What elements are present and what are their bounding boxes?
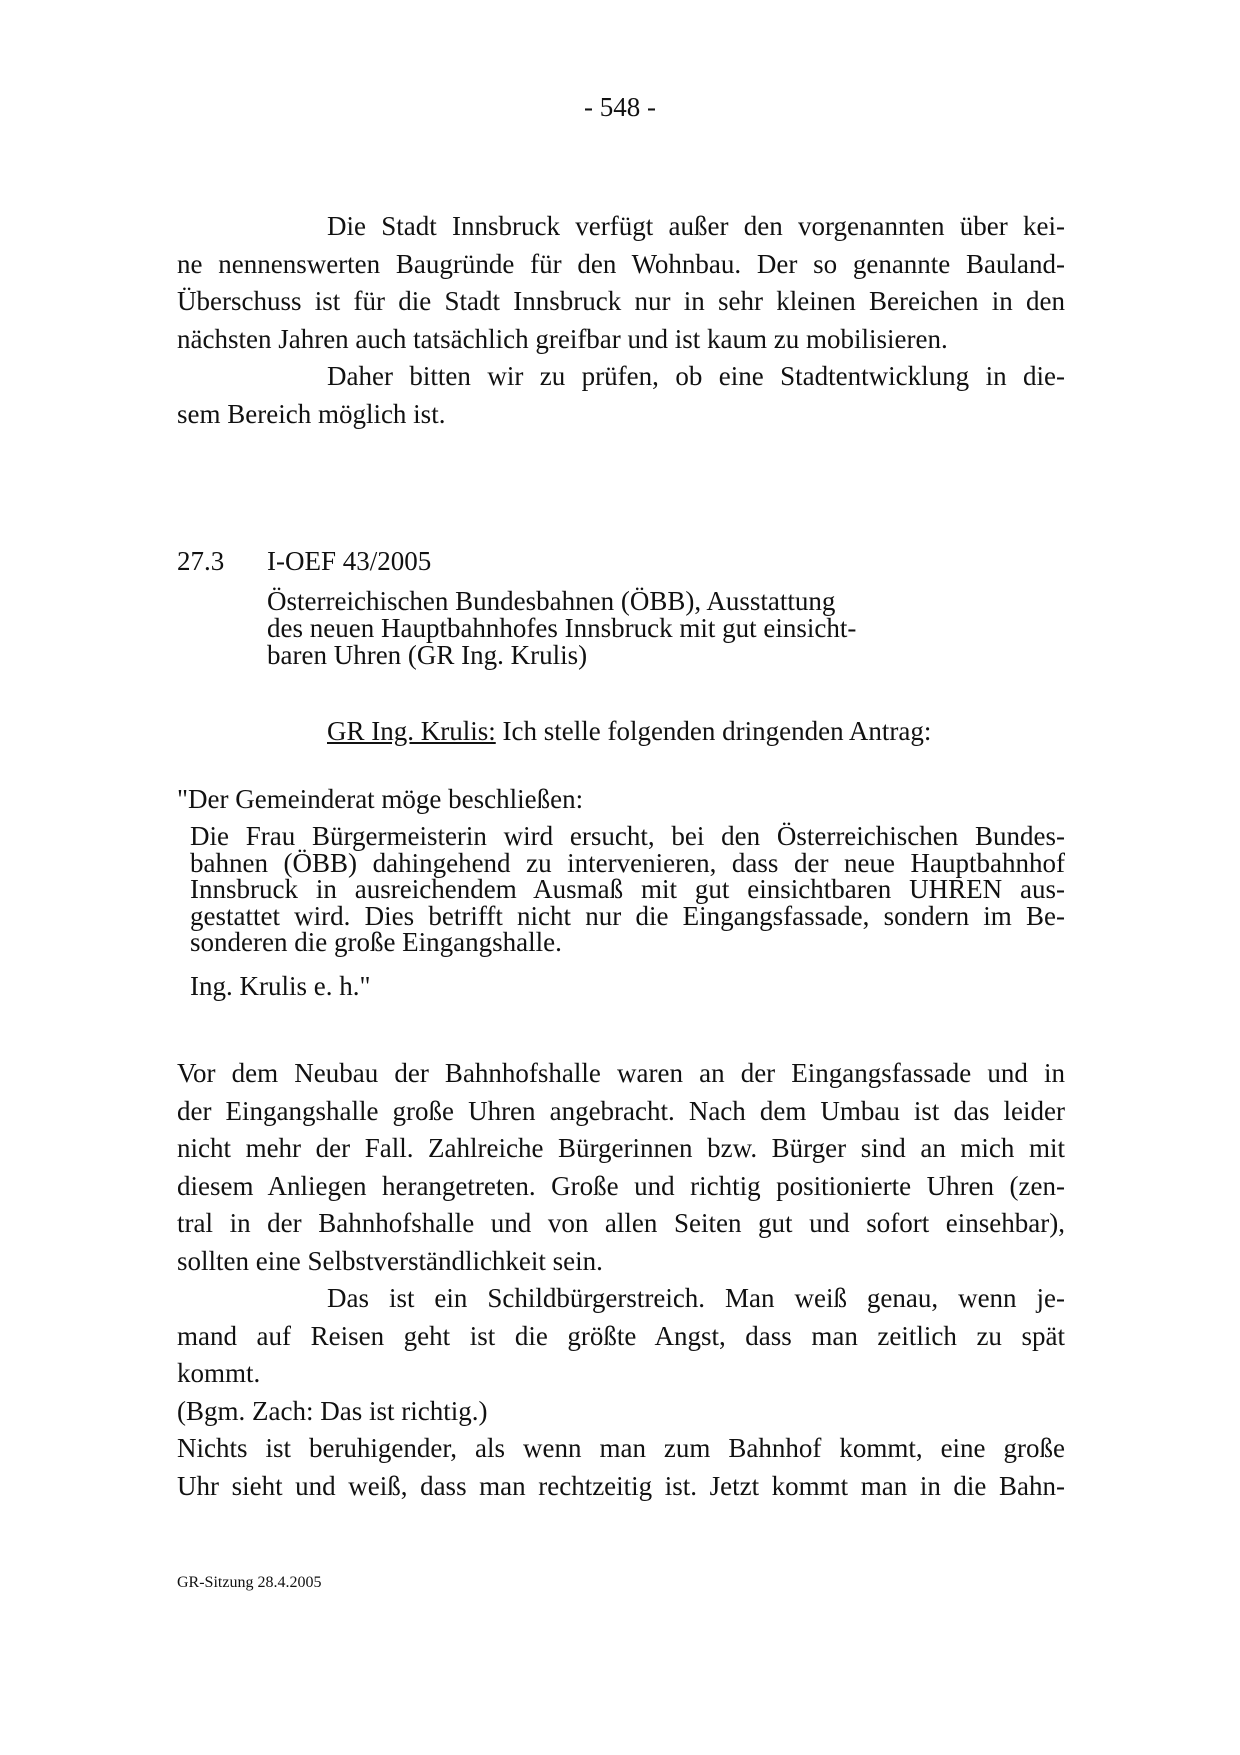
speaker-name: GR Ing. Krulis:	[327, 716, 496, 746]
text-line: nächsten Jahren auch tatsächlich greifbar und ist kaum zu mobilisieren.	[177, 323, 948, 354]
text-line: Die Stadt Innsbruck verfügt außer den vorgenannten über kei-	[327, 211, 1065, 241]
motion-intro-text: Ich stelle folgenden dringenden Antrag:	[495, 716, 932, 746]
motion-line: Die Frau Bürgermeisterin wird ersucht, bei den Österreichischen Bundes-	[190, 821, 1065, 851]
motion-quote-open: "Der Gemeinderat möge beschließen:	[177, 784, 584, 814]
text-line: kommt.	[177, 1358, 261, 1388]
text-line: Vor dem Neubau der Bahnhofshalle waren an der Eingangsfassade und in	[177, 1058, 1065, 1088]
text-line: sem Bereich möglich ist.	[177, 398, 446, 429]
text-line: Uhr sieht und weiß, dass man rechtzeitig ist. Jetzt kommt man in die Bahn-	[177, 1470, 1065, 1501]
motion-body	[190, 823, 1065, 956]
text-line: sollten eine Selbstverständlichkeit sein.	[177, 1245, 603, 1276]
text-line: ne nennenswerten Baugründe für den Wohnbau. Der so genannte Bauland-	[177, 248, 1065, 279]
agenda-item-number: 27.3	[177, 546, 225, 576]
agenda-item-title	[267, 588, 856, 669]
text-line: der Eingangshalle große Uhren angebracht. Nach dem Umbau ist das leider	[177, 1095, 1065, 1126]
text-line: tral in der Bahnhofshalle und von allen Seiten gut und sofort einsehbar),	[177, 1208, 1065, 1238]
page-number: - 548 -	[584, 92, 656, 122]
title-line: baren Uhren (GR Ing. Krulis)	[267, 640, 588, 670]
motion-line: Innsbruck in ausreichendem Ausmaß mit gut einsichtbaren UHREN aus-	[190, 874, 1065, 904]
text-line: Nichts ist beruhigender, als wenn man zum Bahnhof kommt, eine große	[177, 1433, 1065, 1463]
motion-signature: Ing. Krulis e. h."	[190, 971, 371, 1001]
text-line: mand auf Reisen geht ist die größte Angst, dass man zeitlich zu spät	[177, 1320, 1065, 1351]
agenda-item-id: I-OEF 43/2005	[267, 546, 432, 576]
text-line: diesem Anliegen herangetreten. Große und richtig positionierte Uhren (zen-	[177, 1170, 1065, 1201]
page-footer: GR-Sitzung 28.4.2005	[177, 1574, 322, 1591]
motion-line: sonderen die große Eingangshalle.	[190, 927, 562, 957]
interjection: (Bgm. Zach: Das ist richtig.)	[177, 1395, 488, 1426]
motion-line: bahnen (ÖBB) dahingehend zu intervenieren, dass der neue Hauptbahnhof	[190, 847, 1065, 878]
title-line: des neuen Hauptbahnhofes Innsbruck mit gut einsicht-	[267, 613, 857, 643]
motion-line: gestattet wird. Dies betrifft nicht nur die Eingangsfassade, sondern im Be-	[190, 900, 1065, 931]
intro-section	[177, 208, 1065, 433]
text-line: Überschuss ist für die Stadt Innsbruck nur in sehr kleinen Bereichen in den	[177, 286, 1065, 316]
text-line: Das ist ein Schildbürgerstreich. Man weiß genau, wenn je-	[327, 1283, 1065, 1313]
text-line: nicht mehr der Fall. Zahlreiche Bürgerinnen bzw. Bürger sind an mich mit	[177, 1133, 1065, 1163]
text-line: Daher bitten wir zu prüfen, ob eine Stadtentwicklung in die-	[327, 361, 1065, 391]
title-line: Österreichischen Bundesbahnen (ÖBB), Ausstattung	[267, 586, 836, 616]
motion-intro	[327, 715, 931, 748]
speech-section	[177, 1055, 1065, 1505]
